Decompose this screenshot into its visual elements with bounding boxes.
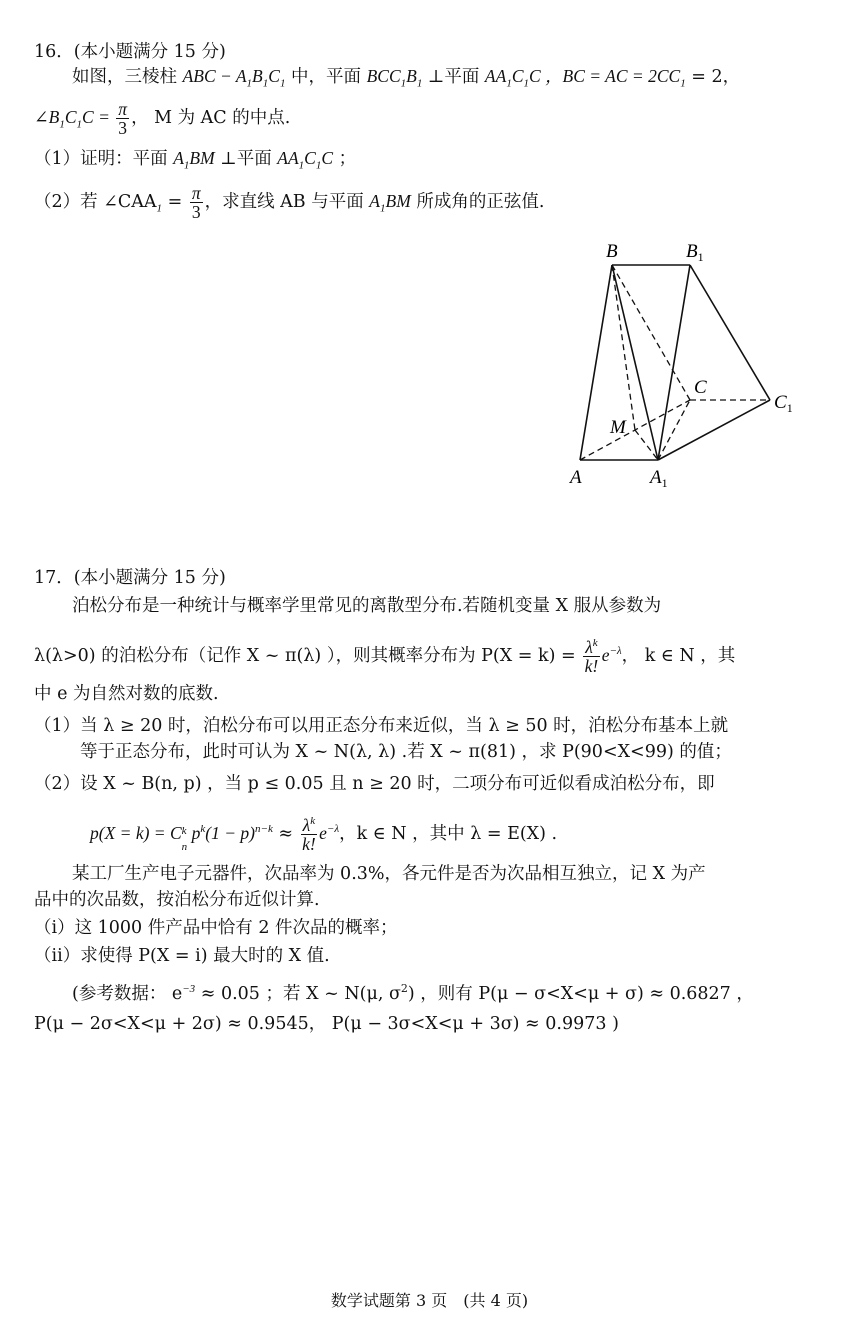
label-B: B <box>606 241 618 262</box>
edge-A1-C1 <box>658 400 770 460</box>
q17-factory-line1: 某工厂生产电子元器件，次品率为 0.3%，各元件是否为次品相互独立，记 X 为产 <box>72 864 706 884</box>
q16-angle-line: $\angle B_1C_1C$ = $\frac{\pi}{3}$ ， M 为 AC 的中点. <box>34 99 291 138</box>
q17-part1-line1: （1）当 λ ≥ 20 时，泊松分布可以用正态分布来近似，当 λ ≥ 50 时，泊松分布基本上就 <box>34 716 729 736</box>
q17-intro-line2: λ(λ>0) 的泊松分布（记作 X ~ π(λ) ），则其概率分布为 P(X = k) = $\frac{\lambda^k}{k!}$ $e^{-\lambda}$， k ∈ N ，其 <box>34 637 736 676</box>
label-C: C <box>694 377 707 398</box>
label-B1: $B_1$ <box>686 241 704 264</box>
label-C1: $C_1$ <box>774 392 793 415</box>
q17-sub-i: （i）这 1000 件产品中恰有 2 件次品的概率； <box>34 918 398 938</box>
label-A: A <box>570 467 582 488</box>
q17-factory-line2: 品中的次品数，按泊松分布近似计算. <box>34 890 320 910</box>
page-footer: 数学试题第 3 页 (共 4 页) <box>330 1291 529 1310</box>
q17-part1-line2: 等于正态分布，此时可认为 X ~ N(λ, λ) .若 X ~ π(81) ，求 P(90<X<99) 的值； <box>80 742 732 762</box>
q16-part1: （1）证明：平面 $A_1BM$ ⊥平面 $AA_1C_1C$ ； <box>34 148 357 172</box>
q17-reference-line1: (参考数据： $e^{-3} \approx 0.05$ ；若 X ~ N(μ, $\sigma^2$) ，则有 P(μ − σ<X<μ + σ) ≈ 0.6827 ， <box>72 982 754 1004</box>
fraction-pi-over-3-b: $\frac{\pi}{3}$ <box>191 183 201 222</box>
label-M: M <box>610 417 626 438</box>
q17-header: 17．(本小题满分 15 分) <box>34 568 226 588</box>
label-A1: $A_1$ <box>650 467 668 490</box>
q16-part2: （2）若 $\angle CAA_1$ = $\frac{\pi}{3}$ ，求直线 AB 与平面 $A_1BM$ 所成角的正弦值. <box>34 183 545 222</box>
q17-part2-line1: （2）设 X ~ B(n, p) ，当 p ≤ 0.05 且 n ≥ 20 时，二项分布可近似看成泊松分布，即 <box>34 774 715 794</box>
fraction-pi-over-3: $\frac{\pi}{3}$ <box>118 99 128 138</box>
fraction-lambda-k-over-kfact: $\frac{\lambda^k}{k!}$ <box>584 637 599 676</box>
prism-figure <box>560 235 820 495</box>
q17-intro-line3: 中 e 为自然对数的底数. <box>34 684 219 704</box>
q17-sub-ii: （ii）求使得 P(X = i) 最大时的 X 值. <box>34 946 330 966</box>
q17-intro-line1: 泊松分布是一种统计与概率学里常见的离散型分布.若随机变量 X 服从参数为 <box>72 596 662 616</box>
edge-B-A <box>580 265 612 460</box>
q17-reference-line2: P(μ − 2σ<X<μ + 2σ) ≈ 0.9545， P(μ − 3σ<X<μ + 3σ) ≈ 0.9973 ) <box>34 1014 619 1034</box>
q16-intro: 如图，三棱柱 ABC − $A_1B_1C_1$ 中，平面 $BCC_1B_1$ ⊥平面 $AA_1C_1C$ ，BC = AC = $2CC_1 = 2$， <box>72 66 741 90</box>
fraction-lambda-k-over-kfact-b: $\frac{\lambda^k}{k!}$ <box>302 815 316 854</box>
q16-header: 16．(本小题满分 15 分) <box>34 42 226 62</box>
q17-formula: p(X = k) = C k n $p^k(1 - p)^{n-k}$ ≈ $\frac{\lambda^k}{k!}$ $e^{-\lambda}$，k ∈ N ，其中 λ = E(X) . <box>90 815 558 854</box>
